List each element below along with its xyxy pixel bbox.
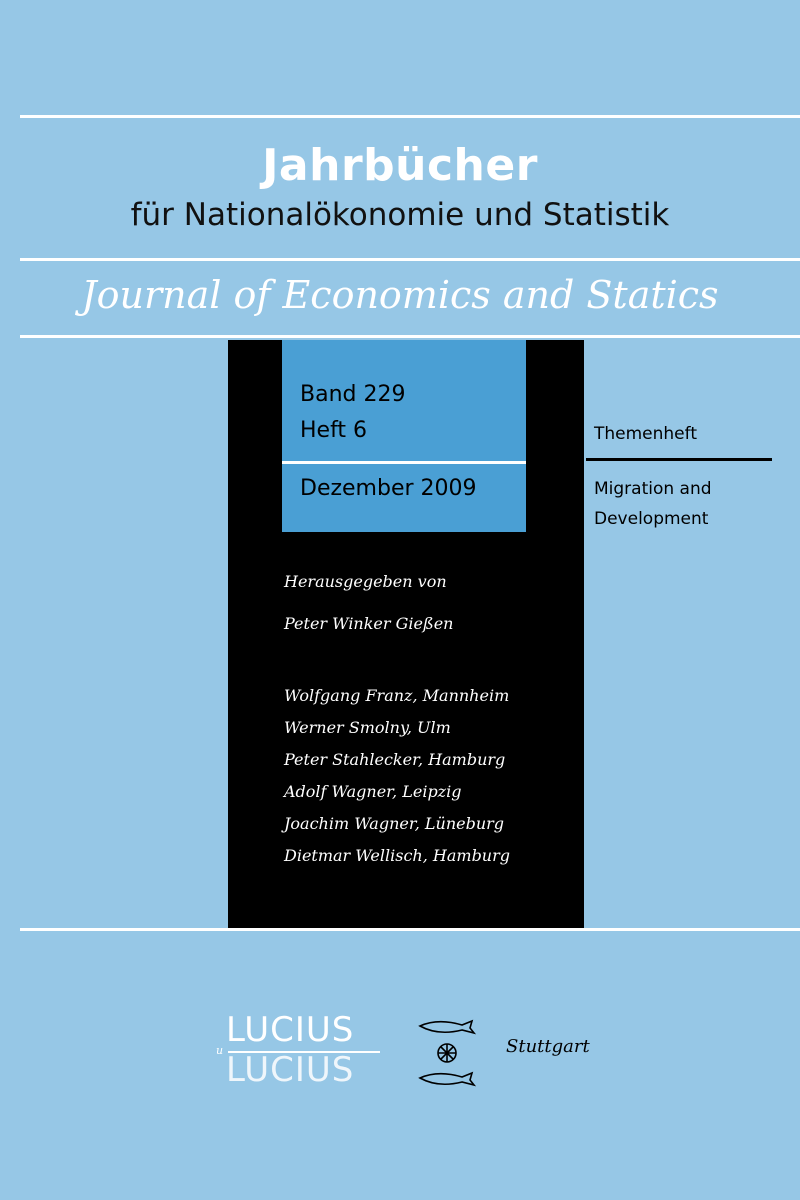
issue-divider bbox=[282, 461, 526, 464]
theme-label: Themenheft bbox=[594, 424, 697, 444]
publisher-logo-top: LUCIUS bbox=[226, 1010, 355, 1050]
fish-wheel-icon bbox=[412, 1016, 482, 1088]
bottom-rule bbox=[20, 928, 800, 931]
title-rule bbox=[20, 258, 800, 261]
co-editor: Adolf Wagner, Leipzig bbox=[284, 782, 462, 801]
top-rule bbox=[20, 115, 800, 118]
journal-subtitle-de: für Nationalökonomie und Statistik bbox=[130, 197, 670, 233]
issue-number-label: Heft 6 bbox=[300, 418, 368, 443]
co-editor: Peter Stahlecker, Hamburg bbox=[284, 750, 506, 769]
journal-title-en: Journal of Economics and Statics bbox=[81, 273, 719, 317]
theme-topic: Migration and Development bbox=[594, 479, 712, 529]
publisher-city: Stuttgart bbox=[506, 1036, 590, 1057]
co-editor: Werner Smolny, Ulm bbox=[284, 718, 451, 737]
main-editor: Peter Winker Gießen bbox=[284, 614, 454, 633]
co-editor: Joachim Wagner, Lüneburg bbox=[284, 814, 505, 833]
issue-date-label: Dezember 2009 bbox=[300, 476, 477, 501]
editor-heading: Herausgegeben von bbox=[284, 572, 447, 591]
publisher-logo-amp: u bbox=[216, 1044, 224, 1057]
issue-box bbox=[282, 340, 526, 532]
title-en-rule bbox=[20, 335, 800, 338]
co-editor-list bbox=[284, 680, 510, 872]
publisher-logo-bottom: LUCIUS bbox=[226, 1050, 355, 1090]
co-editor: Dietmar Wellisch, Hamburg bbox=[284, 846, 510, 865]
co-editor: Wolfgang Franz, Mannheim bbox=[284, 686, 510, 705]
volume-label: Band 229 bbox=[300, 382, 406, 407]
journal-title-de: Jahrbücher bbox=[262, 140, 538, 191]
theme-rule bbox=[586, 458, 772, 461]
